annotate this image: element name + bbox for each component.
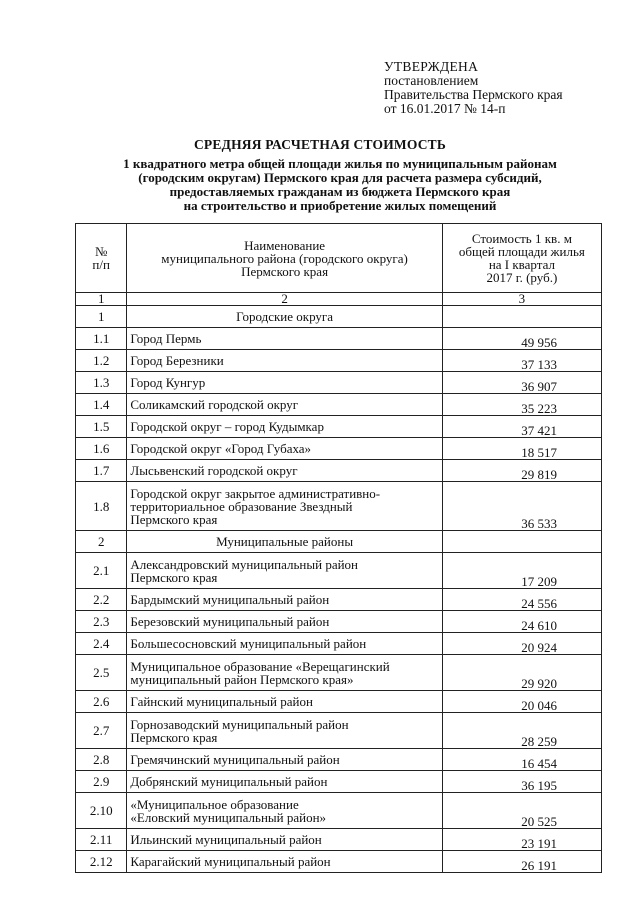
cost-value: 28 259 <box>442 713 601 749</box>
municipality-name <box>127 372 442 394</box>
table-row <box>76 372 602 394</box>
name-line: муниципальный район Пермского края» <box>130 671 354 687</box>
header-cost: Стоимость 1 кв. м общей площади жилья на I квартал 2017 г. (руб.) <box>442 224 601 293</box>
municipality-name <box>127 460 442 482</box>
name-line: «Муниципальное образование <box>130 796 299 812</box>
subtitle-line: на строительство и приобретение жилых помещений <box>183 198 497 213</box>
cost-value: 18 517 <box>442 438 601 460</box>
row-number: 1.3 <box>76 372 127 394</box>
name-line: Добрянский муниципальный район <box>130 774 328 789</box>
name-line: Пермского края <box>130 729 218 745</box>
cost-value: 29 920 <box>442 655 601 691</box>
header-number: № п/п <box>76 224 127 293</box>
document-title: СРЕДНЯЯ РАСЧЕТНАЯ СТОИМОСТЬ <box>193 137 447 152</box>
municipality-name <box>127 482 442 531</box>
row-number: 2.3 <box>76 611 127 633</box>
name-line: Бардымский муниципальный район <box>130 592 330 607</box>
subtitle-line: 1 квадратного метра общей площади жилья по муниципальным районам <box>123 156 557 171</box>
cost-value: 29 819 <box>442 460 601 482</box>
cost-value <box>442 306 601 328</box>
table-row <box>76 851 602 873</box>
name-line: Городской округ «Город Губаха» <box>130 441 312 456</box>
approval-title: УТВЕРЖДЕНА <box>384 59 479 74</box>
row-number: 1 <box>76 306 127 328</box>
row-number: 2.7 <box>76 713 127 749</box>
name-line: Пермского края <box>130 569 218 585</box>
municipality-name <box>127 829 442 851</box>
row-number: 2.12 <box>76 851 127 873</box>
row-number: 2.4 <box>76 633 127 655</box>
row-number: 1.8 <box>76 482 127 531</box>
name-line: Муниципальное образование «Верещагинский <box>130 658 390 674</box>
name-line: Карагайский муниципальный район <box>130 854 331 869</box>
row-number: 2.9 <box>76 771 127 793</box>
municipality-name <box>127 655 442 691</box>
row-number: 1.1 <box>76 328 127 350</box>
section-title <box>127 306 442 328</box>
cost-value: 20 046 <box>442 691 601 713</box>
municipality-name <box>127 438 442 460</box>
table-row <box>76 328 602 350</box>
municipality-name <box>127 771 442 793</box>
municipality-name <box>127 633 442 655</box>
municipality-name <box>127 713 442 749</box>
name-line: Город Кунгур <box>130 375 206 390</box>
cost-value: 24 556 <box>442 589 601 611</box>
table-row <box>76 553 602 589</box>
row-number: 2.10 <box>76 793 127 829</box>
name-line: Гайнский муниципальный район <box>130 694 313 709</box>
cost-value: 20 924 <box>442 633 601 655</box>
cost-value: 35 223 <box>442 394 601 416</box>
name-line: Городской округ – город Кудымкар <box>130 419 324 434</box>
row-number: 2.2 <box>76 589 127 611</box>
row-number: 1.4 <box>76 394 127 416</box>
row-number: 1.5 <box>76 416 127 438</box>
name-line: Горнозаводский муниципальный район <box>130 716 349 732</box>
cost-value: 24 610 <box>442 611 601 633</box>
table-row <box>76 713 602 749</box>
cost-table <box>75 223 602 873</box>
name-line: Город Пермь <box>130 331 202 346</box>
name-line: Гремячинский муниципальный район <box>130 752 340 767</box>
municipality-name <box>127 691 442 713</box>
name-line: Город Березники <box>130 353 224 368</box>
cost-value: 17 209 <box>442 553 601 589</box>
document-subtitle <box>40 157 640 213</box>
table-header-row <box>76 224 602 293</box>
table-row <box>76 655 602 691</box>
row-number: 2 <box>76 531 127 553</box>
cost-value: 37 421 <box>442 416 601 438</box>
cost-value: 26 191 <box>442 851 601 873</box>
name-line: Лысьвенский городской округ <box>130 463 298 478</box>
approval-line: постановлением <box>384 73 479 88</box>
name-line: Муниципальные районы <box>216 534 354 549</box>
cost-value: 37 133 <box>442 350 601 372</box>
cost-value: 36 907 <box>442 372 601 394</box>
table-row <box>76 633 602 655</box>
cost-value: 20 525 <box>442 793 601 829</box>
approval-stamp <box>384 60 563 116</box>
approval-line: Правительства Пермского края <box>384 87 563 102</box>
municipality-name <box>127 851 442 873</box>
approval-line: от 16.01.2017 № 14-п <box>384 101 506 116</box>
name-line: Ильинский муниципальный район <box>130 832 322 847</box>
table-row <box>76 611 602 633</box>
name-line: Березовский муниципальный район <box>130 614 330 629</box>
municipality-name <box>127 611 442 633</box>
subtitle-line: (городским округам) Пермского края для расчета размера субсидий, <box>138 170 542 185</box>
table-row <box>76 416 602 438</box>
cost-value: 36 195 <box>442 771 601 793</box>
table-row <box>76 749 602 771</box>
name-line: Александровский муниципальный район <box>130 556 359 572</box>
table-row <box>76 771 602 793</box>
column-number: 3 <box>442 293 601 306</box>
section-row <box>76 531 602 553</box>
row-number: 2.1 <box>76 553 127 589</box>
municipality-name <box>127 350 442 372</box>
name-line: Пермского края <box>130 511 218 527</box>
cost-value: 36 533 <box>442 482 601 531</box>
table-row <box>76 482 602 531</box>
table-row <box>76 394 602 416</box>
cost-value <box>442 531 601 553</box>
row-number: 2.5 <box>76 655 127 691</box>
municipality-name <box>127 749 442 771</box>
name-line: Большесосновский муниципальный район <box>130 636 367 651</box>
name-line: Городские округа <box>236 309 334 324</box>
table-row <box>76 691 602 713</box>
cost-value: 49 956 <box>442 328 601 350</box>
cost-value: 23 191 <box>442 829 601 851</box>
table-row <box>76 350 602 372</box>
table-row <box>76 438 602 460</box>
row-number: 2.11 <box>76 829 127 851</box>
row-number: 1.6 <box>76 438 127 460</box>
row-number: 1.2 <box>76 350 127 372</box>
row-number: 2.6 <box>76 691 127 713</box>
municipality-name <box>127 416 442 438</box>
table-row <box>76 460 602 482</box>
name-line: Соликамский городской округ <box>130 397 299 412</box>
name-line: территориальное образование Звездный <box>130 498 353 514</box>
table-row <box>76 589 602 611</box>
name-line: Городской округ закрытое административно- <box>130 485 381 501</box>
name-line: «Еловский муниципальный район» <box>130 809 327 825</box>
subtitle-line: предоставляемых гражданам из бюджета Пермского края <box>169 184 511 199</box>
section-title <box>127 531 442 553</box>
column-number-row <box>76 293 602 306</box>
column-number: 2 <box>127 293 442 306</box>
section-row <box>76 306 602 328</box>
municipality-name <box>127 328 442 350</box>
header-name: Наименование муниципального района (городского округа) Пермского края <box>127 224 442 293</box>
row-number: 1.7 <box>76 460 127 482</box>
row-number: 2.8 <box>76 749 127 771</box>
municipality-name <box>127 589 442 611</box>
municipality-name <box>127 553 442 589</box>
cost-value: 16 454 <box>442 749 601 771</box>
table-row <box>76 793 602 829</box>
table-row <box>76 829 602 851</box>
municipality-name <box>127 793 442 829</box>
municipality-name <box>127 394 442 416</box>
column-number: 1 <box>76 293 127 306</box>
